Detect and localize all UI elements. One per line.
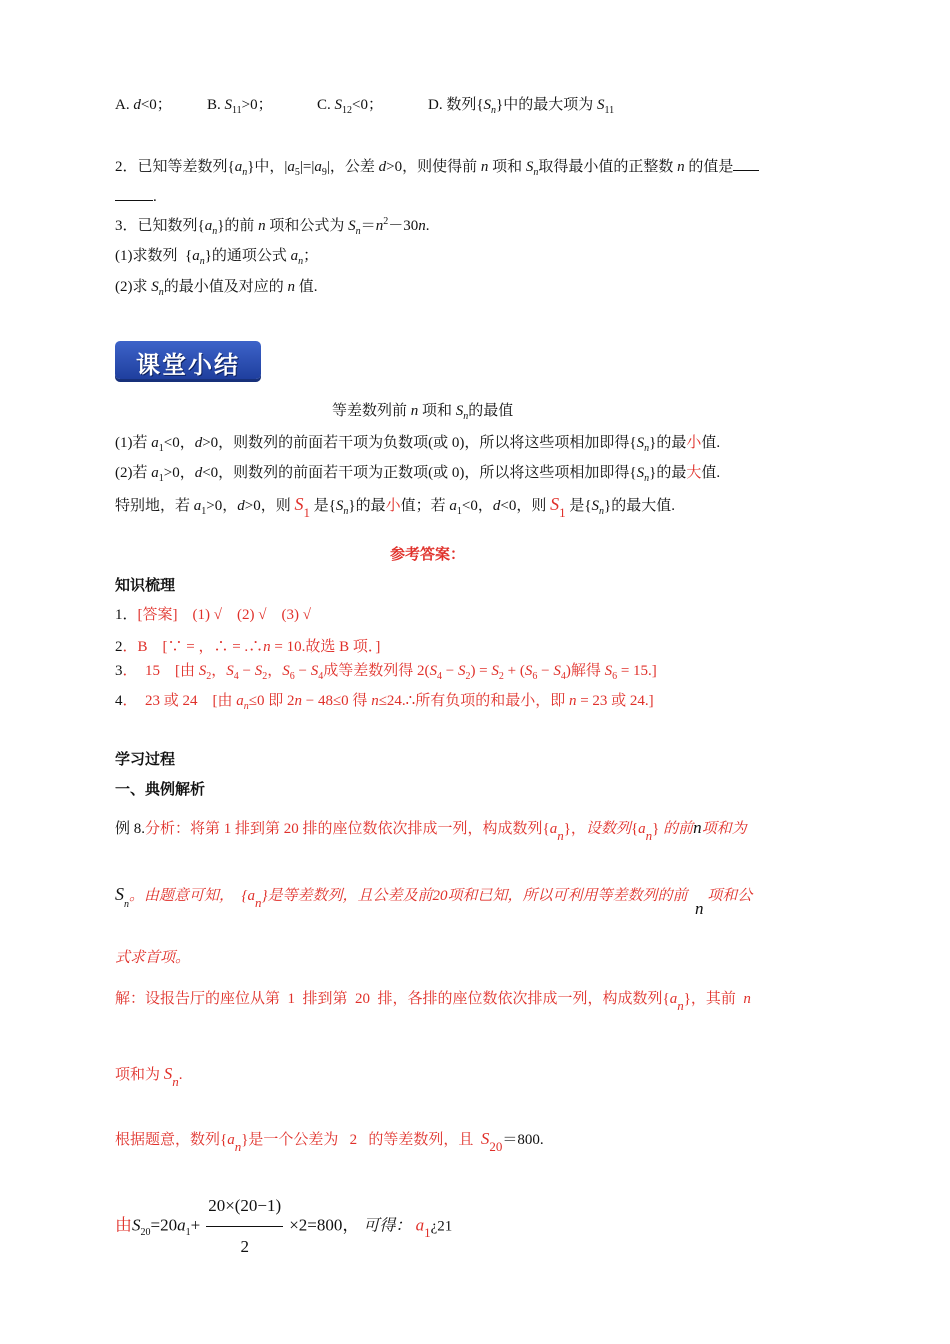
- answers-heading: 参考答案：: [390, 546, 466, 563]
- solution-line-1: 解：设报告厅的座位从第 1 排到第 20 排，各排的座位数依次排成一列，构成数列{an}，其前 n: [115, 991, 751, 1013]
- option-a: A. d<0；: [115, 97, 172, 113]
- summary-title: 等差数列前 n 项和 $S_n$的最值: [332, 403, 514, 422]
- example-analysis-line-3: 式求首项。: [115, 950, 191, 966]
- solution-formula: 由$S_{20}=20a_1+$ $\frac{20\times(20-1)}{2}$ ×2=800， 可得： $a_1¿21$: [115, 1186, 452, 1267]
- knowledge-heading: 知识梳理: [115, 577, 176, 594]
- option-c: C. $S_{12}<0$；: [317, 97, 383, 116]
- option-b: B. $S_{11}>0$；: [207, 97, 273, 116]
- answer-4: 4． 23 或 24 [由 $a_n\le 0$ 即 2n − 48≤0 得 n≤24.∴所有负项的和最小，即 n = 23 或 24.]: [115, 693, 654, 712]
- example-analysis-line-1: 例 8.分析：将第 1 排到第 20 排的座位数依次排成一列，构成数列{an}，设数列{an} 的前n项和为: [115, 818, 747, 843]
- answer-1: [115, 605, 311, 625]
- fraction: $\frac{20\times(20-1)}{2}$: [206, 1186, 283, 1267]
- question-3-line-3: (2)求 $S_n$的最小值及对应的 n 值.: [115, 279, 318, 298]
- answer-1-text: [答案] (1) √ (2) √ (3) √: [137, 607, 311, 623]
- summary-special: 特别地，若 $a_1>0$，d>0，则 S1 是$\{S_n\}$的最小值；若 $a_1<0$，d<0，则 S1 是$\{S_n\}$的最大值.: [115, 494, 675, 520]
- process-subheading: 一、典例解析: [115, 781, 206, 798]
- question-3-line-1: 3．已知数列$\{a_n\}$的前 n 项和公式为 $S_n=n^2-30n$.: [115, 216, 430, 237]
- summary-point-2: (2)若 $a_1>0$，d<0，则数列的前面若干项为正数项(或 0)，所以将这些项相加即得$\{S_n\}$的最大值.: [115, 465, 721, 484]
- solution-line-3: 根据题意，数列{an}是一个公差为 2 的等差数列，且 S20＝800.: [115, 1129, 544, 1154]
- question-3-line-2: (1)求数列 $\{a_n\}$的通项公式 $a_n$；: [115, 248, 319, 267]
- answer-2: 2．B [∵ = ，∴ = .∴n = 10.故选 B 项．]: [115, 639, 381, 655]
- badge-label: 课堂小结: [136, 351, 240, 379]
- class-summary-badge: [115, 341, 261, 379]
- option-d: D. 数列$\{S_n\}$中的最大项为 $S_{11}$: [428, 97, 615, 116]
- question-2-line-2: .: [115, 186, 157, 207]
- answer-1-number: 1．: [115, 607, 138, 623]
- example-analysis-line-2: $S_n$。由题意可知， {an}是等差数列，且公差及前20项和已知，所以可利用等差数列的前 n 项和公: [115, 884, 753, 918]
- answer-3: 3． 15 [由 $S_2$，$S_4 - S_2$，$S_6 - S_4$成等差数列得 $2(S_4 - S_2) = S_2 + (S_6 - S_4)$解得 $S_6 = 15$.]: [115, 663, 657, 682]
- question-2-line-1: 2．已知等差数列$\{a_n\}$中，$|a_5|=|a_9|$，公差 d>0，则使得前 n 项和 $S_n$取得最小值的正整数 n 的值是: [115, 156, 759, 177]
- process-heading: 学习过程: [115, 751, 176, 768]
- solution-line-2: 项和为 Sn.: [115, 1064, 183, 1089]
- summary-point-1: (1)若 $a_1<0$，d>0，则数列的前面若干项为负数项(或 0)，所以将这些项相加即得$\{S_n\}$的最小值.: [115, 435, 721, 454]
